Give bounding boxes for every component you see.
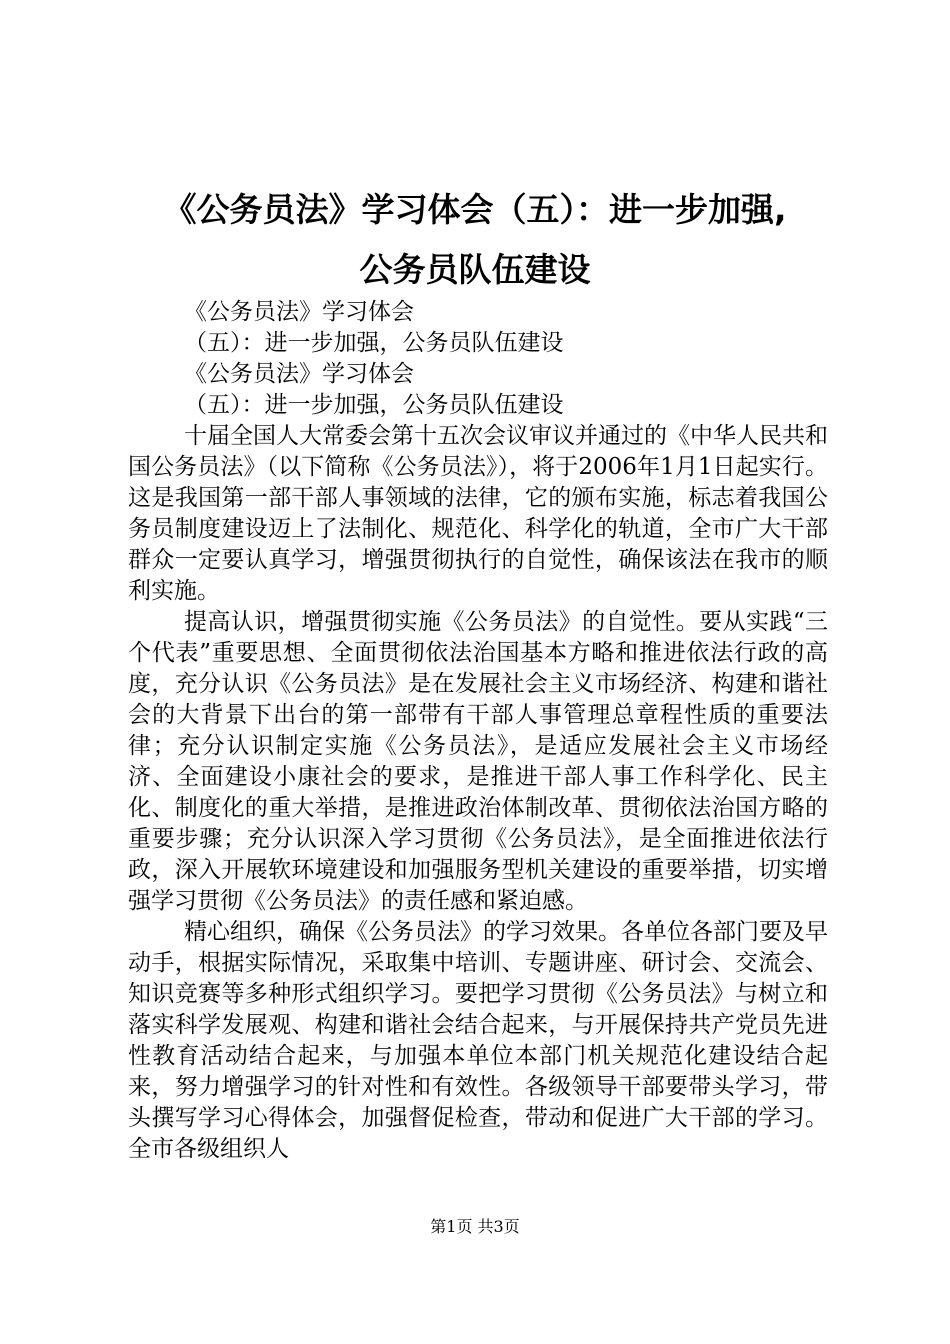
subtitle-line: （五）：进一步加强，公务员队伍建设 [184, 330, 564, 356]
body-paragraph: 十届全国人大常委会第十五次会议审议并通过的《中华人民共和国公务员法》（以下简称《公务员法》），将于2006年1月1日起实行。这是我国第一部干部人事领域的法律，它的颁布实施，标志着我国公务员制度建设迈上了法制化、规范化、科学化的轨道，全市广大干部群众一定要认真学习，增强贯彻执行的自觉性，确保该法在我市的顺利实施。 [128, 423, 828, 604]
page-footer: 第1页 共3页 [430, 1217, 520, 1236]
document-title-line-1: 《公务员法》学习体会（五）：进一步加强, [163, 190, 787, 229]
subtitle-line: （五）：进一步加强，公务员队伍建设 [184, 392, 564, 418]
subtitle-line: 《公务员法》学习体会 [184, 361, 414, 387]
body-paragraph: 提高认识，增强贯彻实施《公务员法》的自觉性。要从实践“三个代表”重要思想、全面贯彻依法治国基本方略和推进依法行政的高度，充分认识《公务员法》是在发展社会主义市场经济、构建和谐社会的大背景下出台的第一部带有干部人事管理总章程性质的重要法律；充分认识制定实施《公务员法》，是适应发展社会主义市场经济、全面建设小康社会的要求，是推进干部人事工作科学化、民主化、制度化的重大举措，是推进政治体制改革、贯彻依法治国方略的重要步骤；充分认识深入学习贯彻《公务员法》，是全面推进依法行政，深入开展软环境建设和加强服务型机关建设的重要举措，切实增强学习贯彻《公务员法》的责任感和紧迫感。 [128, 609, 828, 914]
document-body [128, 297, 828, 1165]
document-title-line-2: 公务员队伍建设 [359, 250, 591, 289]
body-paragraph: 精心组织，确保《公务员法》的学习效果。各单位各部门要及早动手，根据实际情况，采取集中培训、专题讲座、研讨会、交流会、知识竞赛等多种形式组织学习。要把学习贯彻《公务员法》与树立和落实科学发展观、构建和谐社会结合起来，与开展保持共产党员先进性教育活动结合起来，与加强本单位本部门机关规范化建设结合起来，努力增强学习的针对性和有效性。各级领导干部要带头学习，带头撰写学习心得体会，加强督促检查，带动和促进广大干部的学习。全市各级组织人 [128, 919, 828, 1162]
subtitle-line: 《公务员法》学习体会 [184, 299, 414, 325]
